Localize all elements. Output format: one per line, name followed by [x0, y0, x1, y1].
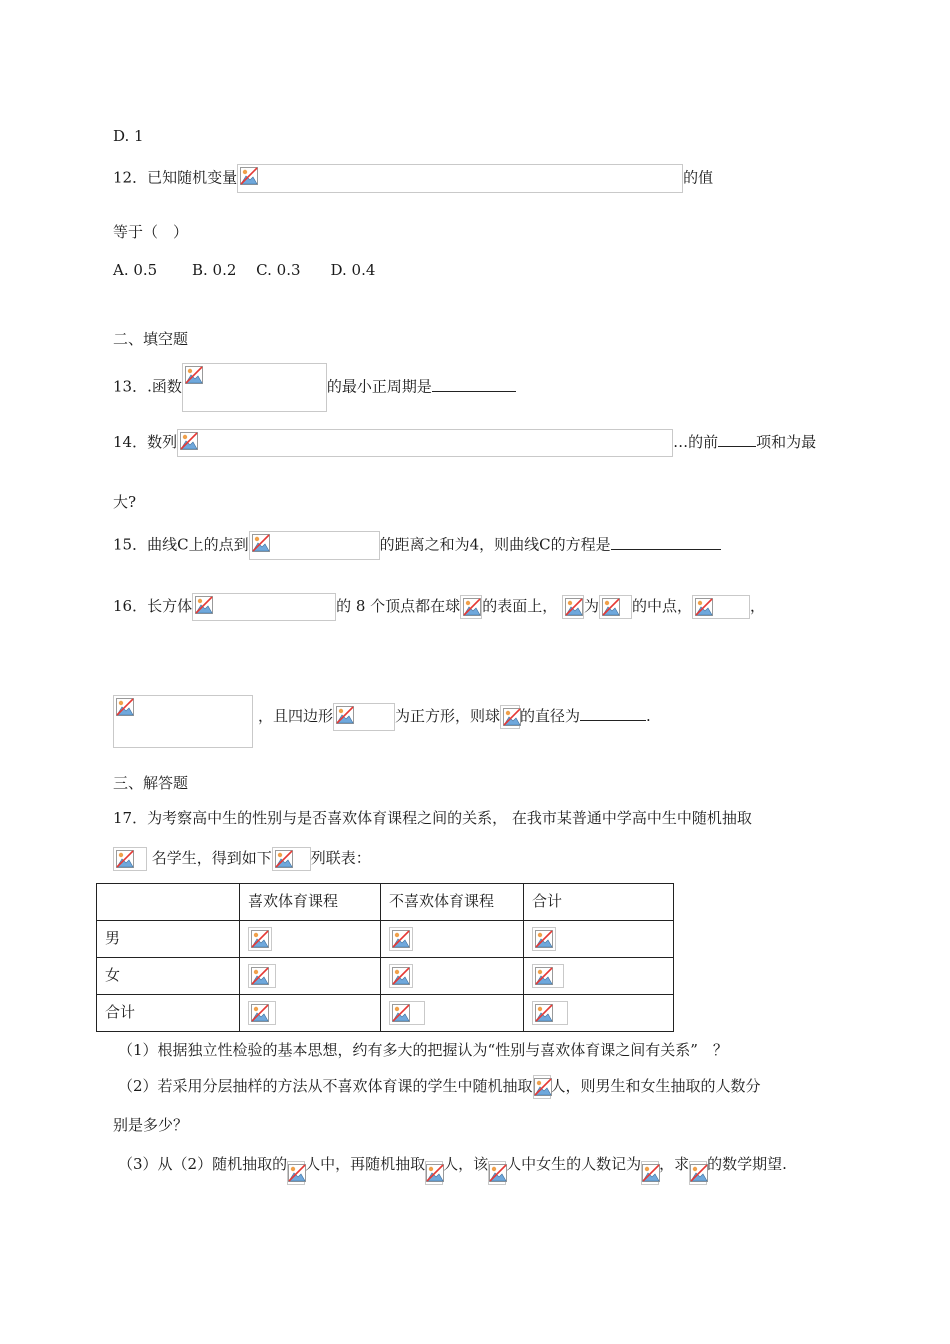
broken-image-icon [565, 598, 583, 616]
broken-image-icon [426, 1164, 444, 1182]
question-14 [113, 429, 816, 457]
formula-image [532, 927, 556, 951]
formula-image [192, 593, 336, 621]
broken-image-icon [251, 930, 269, 948]
q14-mid: …的前 [673, 433, 719, 451]
table-cell [240, 958, 381, 995]
table-cell [381, 921, 524, 958]
table-row [97, 958, 674, 995]
formula-image [389, 964, 413, 988]
formula-image [272, 847, 311, 871]
broken-image-icon [185, 366, 203, 384]
contingency-table [96, 883, 674, 1032]
table-row [97, 995, 674, 1032]
formula-image [599, 595, 632, 619]
table-header-cell [97, 884, 240, 921]
table-header-cell: 不喜欢体育课程 [381, 884, 524, 921]
q16-part2: 的表面上， [482, 597, 558, 615]
formula-image [389, 1001, 425, 1025]
broken-image-icon [534, 1078, 552, 1096]
q17-sub3-c: 人，该 [443, 1155, 489, 1173]
q16-line2-c: 的直径为 [520, 707, 581, 725]
formula-image [249, 531, 380, 560]
broken-image-icon [251, 967, 269, 985]
table-header-row [97, 884, 674, 921]
q15-prefix: 15．曲线C上的点到 [113, 535, 249, 554]
formula-image [287, 1161, 305, 1185]
broken-image-icon [690, 1164, 708, 1182]
formula-image [333, 703, 395, 731]
q14-continuation: 大? [113, 493, 137, 511]
formula-image [248, 1001, 276, 1025]
broken-image-icon [602, 598, 620, 616]
table-cell [240, 921, 381, 958]
q16-part5: ， [750, 597, 766, 615]
broken-image-icon [240, 167, 258, 185]
q12-suffix: 的值 [683, 168, 714, 187]
broken-image-icon [275, 850, 293, 868]
table-row [97, 921, 674, 958]
broken-image-icon [535, 1004, 553, 1022]
q11-option-d: D. 1 [113, 127, 144, 145]
broken-image-icon [392, 1004, 410, 1022]
q17-sub3-e: ，求 [659, 1155, 690, 1173]
broken-image-icon [642, 1164, 660, 1182]
section-heading-fill-in: 二、填空题 [113, 330, 189, 348]
q13-prefix: 13．.函数 [113, 377, 182, 396]
q16-part1: 的 8 个顶点都在球 [336, 597, 461, 615]
broken-image-icon [392, 967, 410, 985]
row-label: 男 [97, 921, 240, 958]
broken-image-icon [489, 1164, 507, 1182]
q12-options: A. 0.5 B. 0.2 C. 0.3 D. 0.4 [113, 261, 376, 279]
q16-part3: 为 [583, 597, 599, 615]
formula-image [692, 595, 750, 619]
q15-suffix: 的距离之和为4，则曲线C的方程是 [379, 535, 611, 554]
broken-image-icon [336, 706, 354, 724]
q16-line2-a: ，且四边形 [258, 707, 334, 725]
q17-sub3 [118, 1153, 787, 1177]
answer-blank[interactable] [432, 391, 516, 392]
formula-image [113, 847, 147, 871]
broken-image-icon [392, 930, 410, 948]
q17-sub2-cont: 别是多少？ [113, 1116, 189, 1134]
q17-sub2 [118, 1075, 761, 1099]
formula-image [389, 927, 413, 951]
q17-sub1: （1）根据独立性检验的基本思想，约有多大的把握认为“性别与喜欢体育课之间有关系” ？ [118, 1041, 728, 1059]
question-12 [113, 164, 713, 193]
table-cell [381, 995, 524, 1032]
formula-image [248, 927, 272, 951]
formula-image [532, 964, 564, 988]
q16-part4: 的中点， [632, 597, 693, 615]
row-label: 合计 [97, 995, 240, 1032]
formula-image [500, 705, 520, 729]
q12-prefix: 12．已知随机变量 [113, 168, 238, 187]
question-16 [113, 593, 765, 621]
question-15 [113, 531, 721, 560]
formula-image [460, 595, 482, 619]
q14-prefix: 14．数列 [113, 433, 178, 451]
q16-line2 [258, 703, 651, 731]
broken-image-icon [116, 850, 134, 868]
formula-image [641, 1161, 659, 1185]
answer-blank[interactable] [611, 549, 721, 550]
broken-image-icon [463, 598, 481, 616]
table-header-cell: 喜欢体育课程 [240, 884, 381, 921]
formula-image [488, 1161, 506, 1185]
broken-image-icon [503, 708, 521, 726]
q17-sub2-a: （2）若采用分层抽样的方法从不喜欢体育课的学生中随机抽取 [118, 1077, 533, 1095]
table-cell [524, 958, 674, 995]
section-heading-solve: 三、解答题 [113, 774, 189, 792]
q17-line2-b: 列联表： [310, 849, 371, 867]
broken-image-icon [180, 432, 198, 450]
question-13 [113, 363, 516, 412]
q17-sub3-d: 人中女生的人数记为 [506, 1155, 642, 1173]
broken-image-icon [116, 698, 134, 716]
formula-image [533, 1075, 551, 1099]
q17-sub3-b: 人中，再随机抽取 [305, 1155, 426, 1173]
q17-line2 [113, 847, 371, 871]
q17-sub3-f: 的数学期望. [707, 1155, 787, 1173]
row-label: 女 [97, 958, 240, 995]
table-cell [381, 958, 524, 995]
q13-suffix: 的最小正周期是 [326, 377, 432, 396]
answer-blank[interactable] [580, 720, 646, 721]
broken-image-icon [288, 1164, 306, 1182]
table-cell [240, 995, 381, 1032]
q17-line2-a: 名学生，得到如下 [151, 849, 272, 867]
formula-image [532, 1001, 568, 1025]
q16-prefix: 16．长方体 [113, 597, 193, 615]
q14-suffix: 项和为最 [756, 433, 817, 451]
formula-image [182, 363, 327, 412]
table-header-cell: 合计 [524, 884, 674, 921]
answer-blank[interactable] [718, 446, 756, 447]
formula-image [248, 964, 276, 988]
broken-image-icon [535, 930, 553, 948]
formula-image [425, 1161, 443, 1185]
formula-image [562, 595, 584, 619]
q17-sub2-b: 人，则男生和女生抽取的人数分 [550, 1077, 761, 1095]
broken-image-icon [695, 598, 713, 616]
q17-sub3-a: （3）从（2）随机抽取的 [118, 1155, 288, 1173]
q16-line2-b: 为正方形，则球 [395, 707, 501, 725]
formula-image [177, 429, 673, 457]
table-cell [524, 921, 674, 958]
q16-line2-d: . [646, 707, 651, 725]
formula-image [113, 695, 253, 748]
q12-continuation: 等于（ ） [113, 223, 189, 241]
formula-image [689, 1161, 707, 1185]
broken-image-icon [252, 534, 270, 552]
broken-image-icon [195, 596, 213, 614]
broken-image-icon [251, 1004, 269, 1022]
q17-line1: 17．为考察高中生的性别与是否喜欢体育课程之间的关系， 在我市某普通中学高中生中随机抽取 [113, 809, 752, 827]
table-cell [524, 995, 674, 1032]
formula-image [237, 164, 683, 193]
broken-image-icon [535, 967, 553, 985]
